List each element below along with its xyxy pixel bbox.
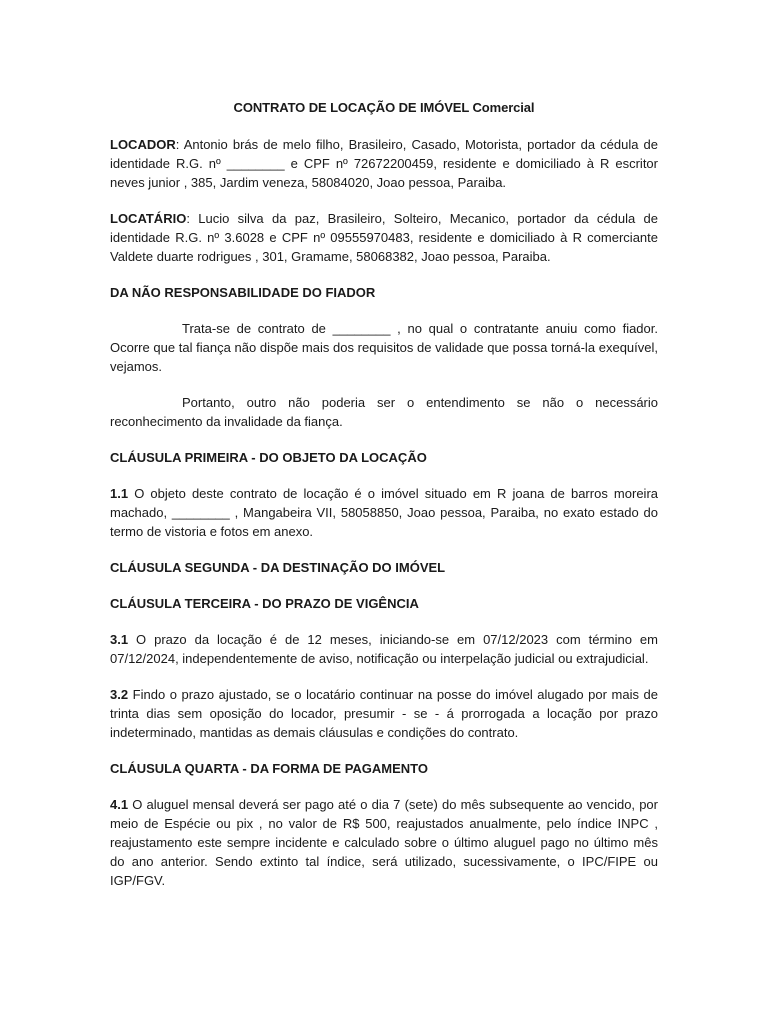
clausula-3-1-number: 3.1 [110,632,129,647]
clausula-3-1-text: O prazo da locação é de 12 meses, iniciando-se em 07/12/2023 com término em 07/12/2024, independentemente de aviso, notificação ou interpelação judicial ou extrajudicial. [110,632,658,666]
locador-label: LOCADOR [110,137,176,152]
clausula-4-1-text: O aluguel mensal deverá ser pago até o dia 7 (sete) do mês subsequente ao vencido, por meio de Espécie ou pix , no valor de R$ 500, reajustados anualmente, pelo índice INPC , reajustamento este sempre incidente e calculado sobre o último aluguel pago no último mês do ano anterior. Sendo extinto tal índice, será utilizado, sucessivamente, o IPC/FIPE ou IGP/FGV. [110,797,658,888]
clausula-1-1-number: 1.1 [110,486,129,501]
document-title: CONTRATO DE LOCAÇÃO DE IMÓVEL Comercial [233,100,535,115]
clausula-1-1-text: O objeto deste contrato de locação é o imóvel situado em R joana de barros moreira machado, ________ , Mangabeira VII, 58058850, Joao pessoa, Paraiba, no exato estado do termo de vistoria e fotos em anexo. [110,486,658,539]
clausula-4-1-paragraph [110,795,658,890]
fiador-heading: DA NÃO RESPONSABILIDADE DO FIADOR [110,285,376,300]
fiador-paragraph-1: Trata-se de contrato de ________ , no qual o contratante anuiu como fiador. Ocorre que tal fiança não dispõe mais dos requisitos de validade que possa torná-la exequível, vejamos. [110,321,658,374]
locatario-label: LOCATÁRIO [110,211,187,226]
clausula-4-1-number: 4.1 [110,797,129,812]
clausula-terceira-heading: CLÁUSULA TERCEIRA - DO PRAZO DE VIGÊNCIA [110,596,419,611]
clausula-3-1-paragraph [110,630,658,668]
clausula-primeira-heading: CLÁUSULA PRIMEIRA - DO OBJETO DA LOCAÇÃO [110,450,427,465]
locatario-paragraph [110,209,658,266]
locatario-text: : Lucio silva da paz, Brasileiro, Solteiro, Mecanico, portador da cédula de identidade R.G. nº 3.6028 e CPF nº 09555970483, residente e domiciliado à R comerciante Valdete duarte rodrigues , 301, Gramame, 58068382, Joao pessoa, Paraiba. [110,211,658,264]
clausula-3-2-paragraph [110,685,658,742]
fiador-paragraph-2: Portanto, outro não poderia ser o entendimento se não o necessário reconhecimento da invalidade da fiança. [110,395,658,429]
clausula-3-2-number: 3.2 [110,687,129,702]
clausula-3-2-text: Findo o prazo ajustado, se o locatário continuar na posse do imóvel alugado por mais de trinta dias sem oposição do locador, presumir - se - á prorrogada a locação por prazo indeterminado, mantidas as demais cláusulas e condições do contrato. [110,687,658,740]
clausula-quarta-heading: CLÁUSULA QUARTA - DA FORMA DE PAGAMENTO [110,761,428,776]
clausula-segunda-heading: CLÁUSULA SEGUNDA - DA DESTINAÇÃO DO IMÓVEL [110,560,446,575]
clausula-1-1-paragraph [110,484,658,541]
locador-text: : Antonio brás de melo filho, Brasileiro, Casado, Motorista, portador da cédula de identidade R.G. nº ________ e CPF nº 72672200459, residente e domiciliado à R escritor neves junior , 385, Jardim veneza, 58084020, Joao pessoa, Paraiba. [110,137,658,190]
locador-paragraph [110,135,658,192]
